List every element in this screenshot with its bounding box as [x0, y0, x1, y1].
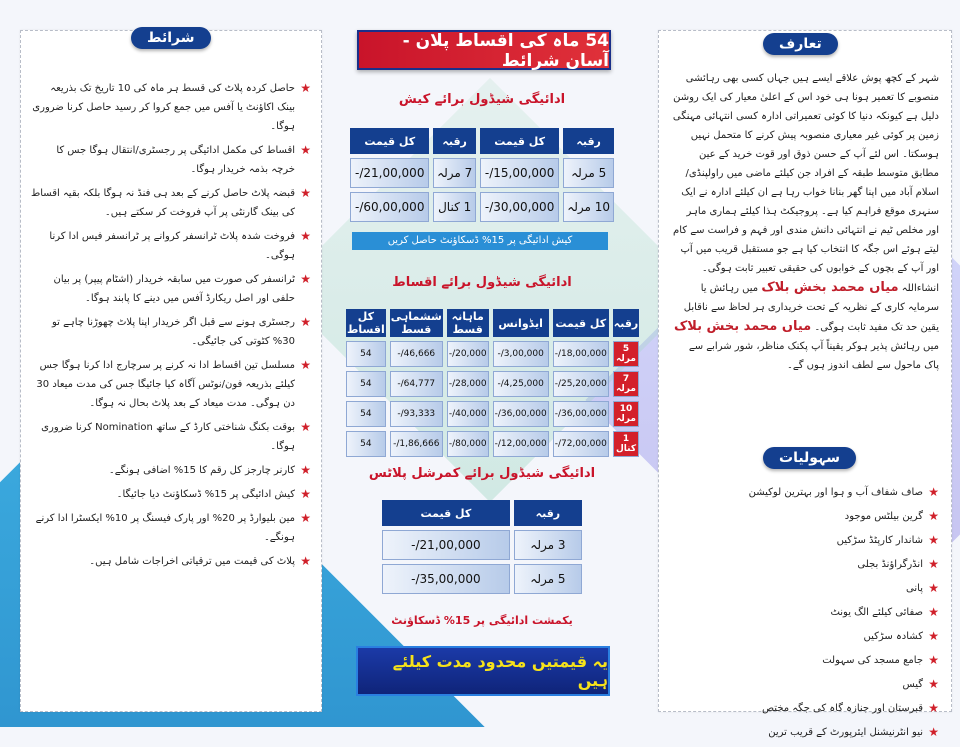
table-cell: 60,00,000/-: [350, 192, 429, 222]
star-icon: ★: [300, 463, 311, 477]
intro-title: تعارف: [763, 33, 838, 55]
star-icon: ★: [300, 358, 311, 372]
terms-item: [31, 184, 311, 222]
star-icon: ★: [300, 554, 311, 568]
features-item-text: گرین بیلٹس موجود: [844, 511, 923, 522]
star-icon: ★: [928, 677, 939, 691]
features-item: [671, 675, 939, 694]
table-cell: 30,00,000/-: [480, 192, 559, 222]
terms-item-text: مین بلیوارڈ پر 20% اور پارک فیسنگ پر 10% ایکسٹرا ادا کرنے ہونگے۔: [35, 513, 295, 543]
features-item-text: پانی: [906, 583, 923, 594]
cash-table: [346, 124, 618, 226]
terms-list: [31, 79, 311, 576]
table-cell: 93,333/-: [390, 401, 443, 427]
intro-text: [671, 69, 939, 375]
limited-offer-banner: یہ قیمتیں محدود مدت کیلئے ہیں: [356, 646, 610, 696]
table-cell: 25,20,000/-: [553, 371, 609, 397]
table-cell: 3 مرلہ: [514, 530, 582, 560]
star-icon: ★: [928, 605, 939, 619]
table-cell: 1,86,666/-: [390, 431, 443, 457]
table-cell: 1 کنال: [613, 431, 639, 457]
star-icon: ★: [300, 272, 311, 286]
plan-title: 54 ماہ کی اقساط پلان - آسان شرائط: [357, 30, 611, 70]
table-header: کل قیمت: [480, 128, 559, 154]
intro-paragraph-3: میں رہائش پذیر ہوکر یقیناً آپ پکنک مناظر، شور شرابے سے پاک ماحول سے لطف اندوز ہوں گے۔: [688, 341, 939, 371]
terms-item: [31, 461, 311, 480]
table-cell: 7 مرلہ: [433, 158, 475, 188]
terms-item-text: فروخت شدہ پلاٹ ٹرانسفر کروانے پر ٹرانسفر فیس ادا کرنا ہوگی۔: [49, 231, 295, 261]
installment-schedule-title: ادائیگی شیڈول برائے اقساط: [392, 275, 572, 290]
features-item: [671, 531, 939, 550]
table-header: کل قیمت: [553, 309, 609, 337]
commercial-table: [378, 496, 586, 598]
terms-item: [31, 141, 311, 179]
table-cell: 10 مرلہ: [563, 192, 614, 222]
table-cell: 54: [346, 371, 386, 397]
table-cell: 46,666/-: [390, 341, 443, 367]
table-cell: 12,00,000/-: [493, 431, 549, 457]
terms-item: [31, 79, 311, 136]
features-item: [671, 579, 939, 598]
terms-item-text: رجسٹری ہونے سے قبل اگر خریدار اپنا پلاٹ چھوڑنا چاہے تو 30% کٹوتی کی جائیگی۔: [51, 317, 295, 347]
features-item: [671, 483, 939, 502]
table-cell: 7 مرلہ: [613, 371, 639, 397]
table-header: کل اقساط: [347, 310, 385, 336]
table-cell: 28,000/-: [447, 371, 489, 397]
star-icon: ★: [928, 581, 939, 595]
terms-item-text: کیش ادائیگی پر 15% ڈسکاؤنٹ دیا جائیگا۔: [116, 489, 295, 500]
terms-panel: [20, 30, 322, 712]
star-icon: ★: [300, 186, 311, 200]
commercial-schedule-title: ادائیگی شیڈول برائے کمرشل پلاٹس: [368, 466, 596, 481]
table-cell: 5 مرلہ: [613, 341, 639, 367]
star-icon: ★: [928, 629, 939, 643]
features-item: [671, 603, 939, 622]
star-icon: ★: [300, 511, 311, 525]
table-header: ماہانہ قسط: [447, 309, 489, 337]
table-cell: 15,00,000/-: [480, 158, 559, 188]
star-icon: ★: [300, 81, 311, 95]
features-item-text: صفائی کیلئے الگ یونٹ: [830, 607, 923, 618]
terms-item-text: اقساط کی مکمل ادائیگی پر رجسٹری/انتقال ہوگا جس کا خرچہ بذمہ خریدار ہوگا۔: [56, 145, 295, 175]
star-icon: ★: [300, 487, 311, 501]
table-cell: 64,777/-: [390, 371, 443, 397]
intro-paragraph-1: شہر کے کچھ پوش علاقے ایسے ہیں جہاں کسی بھی رہائشی منصوبے کا تعمیر ہونا ہی خود اس کے اعلیٰ معیار کی ایک روشن دلیل ہے کیونکہ دنیا کا کوئی تعمیراتی ادارہ کسی انتہائی مہنگی زمین پر کوئی غیر معیاری منصوبہ پیش کرنے کا متحمل نہیں ہوسکتا۔ اس لئے آپ کے حسن ذوق اور قوت خرید کے عین مطابق متوسط طبقہ کے افراد جن کیلئے ماضی میں راولپنڈی/اسلام آباد میں اپنا گھر بنانا خواب رہا ہے ان کیلئے ادارہ نے ایک سنہری موقع فراہم کیا ہے۔ پروجیکٹ ہذا کیلئے ہماری ماہر اور مخلص ٹیم نے انتہائی دانش مندی اور فہم و فراست سے کام لیتے ہوئے اس جگہ کا انتخاب کیا ہے جو مستقبل قریب میں آپ اور آپ کے بچوں کے خوابوں کی حقیقی تعبیر ثابت ہوگی۔ انشاءاللہ: [672, 73, 939, 294]
features-item-text: جامع مسجد کی سہولت: [822, 655, 923, 666]
features-item-text: گیس: [902, 679, 923, 690]
star-icon: ★: [300, 315, 311, 329]
table-header: رقبہ: [563, 128, 614, 154]
terms-item-text: مسلسل تین اقساط ادا نہ کرنے پر سرچارج ادا کرنا ہوگا جس کیلئے بذریعہ فون/نوٹس آگاہ کیا جائیگا جس کی مدت میعاد 30 دن ہوگی۔ مدت میعاد کے بعد پلاٹ بحال نہ ہوگا۔: [36, 360, 295, 409]
star-icon: ★: [300, 229, 311, 243]
installment-table: [342, 305, 643, 461]
terms-item-text: بوقت بکنگ شناختی کارڈ کے ساتھ Nomination کرنا ضروری ہوگا۔: [41, 422, 295, 452]
table-cell: 72,00,000/-: [553, 431, 609, 457]
terms-item-text: کارنر چارجز کل رقم کا 15% اضافی ہونگے۔: [108, 465, 295, 476]
table-header: کل قیمت: [350, 128, 429, 154]
table-cell: 40,000/-: [447, 401, 489, 427]
table-cell: 1 کنال: [433, 192, 475, 222]
star-icon: ★: [928, 557, 939, 571]
table-row: [382, 564, 582, 594]
table-cell: 20,000/-: [447, 341, 489, 367]
features-item-text: شاندار کارپٹڈ سڑکیں: [836, 535, 923, 546]
terms-item: [31, 509, 311, 547]
star-icon: ★: [928, 509, 939, 523]
table-header: ششماہی قسط: [390, 310, 442, 336]
table-row: [346, 431, 639, 457]
terms-item: [31, 270, 311, 308]
features-item-text: نیو انٹرنیشنل ایئرپورٹ کے قریب ترین: [768, 727, 923, 738]
terms-item-text: ٹرانسفر کی صورت میں سابقہ خریدار (اشٹام پیپر) پر بیان حلفی اور اصل ریکارڈ آفس میں دینے کا پابند ہوگا۔: [53, 274, 295, 304]
block-name-highlight-1: میاں محمد بخش بلاک: [761, 280, 899, 295]
table-cell: 54: [346, 341, 386, 367]
features-item-text: کشادہ سڑکیں: [863, 631, 923, 642]
table-header: کل قیمت: [382, 500, 510, 526]
table-cell: 80,000/-: [447, 431, 489, 457]
terms-item: [31, 552, 311, 571]
star-icon: ★: [928, 533, 939, 547]
table-header: رقبہ: [514, 500, 582, 526]
table-cell: 21,00,000/-: [350, 158, 429, 188]
table-row: [346, 341, 639, 367]
table-cell: 36,00,000/-: [493, 401, 549, 427]
terms-item-text: قبضہ پلاٹ حاصل کرنے کے بعد ہی فنڈ نہ ہوگا بلکہ بقیہ اقساط کی بینک گارنٹی پر آپ فروخت کر سکتے ہیں۔: [30, 188, 295, 218]
intro-panel: [658, 30, 952, 739]
table-row: [350, 192, 614, 222]
table-row: [382, 530, 582, 560]
star-icon: ★: [300, 420, 311, 434]
table-cell: 35,00,000/-: [382, 564, 510, 594]
features-item: [671, 507, 939, 526]
terms-item: [31, 418, 311, 456]
terms-item-text: پلاٹ کی قیمت میں ترقیاتی اخراجات شامل ہیں۔: [89, 556, 295, 567]
table-cell: 10 مرلہ: [613, 401, 639, 427]
block-name-highlight-2: میاں محمد بخش بلاک: [673, 319, 812, 334]
table-row: [346, 371, 639, 397]
features-item: [671, 627, 939, 646]
star-icon: ★: [928, 485, 939, 499]
star-icon: ★: [928, 725, 939, 739]
features-item-text: صاف شفاف آب و ہوا اور بہترین لوکیشن: [748, 487, 923, 498]
terms-item: [31, 485, 311, 504]
features-list: [671, 483, 939, 747]
cash-schedule-title: ادائیگی شیڈول برائے کیش: [398, 92, 566, 107]
table-cell: 4,25,000/-: [493, 371, 549, 397]
table-row: [350, 158, 614, 188]
features-item-text: انڈرگراؤنڈ بجلی: [857, 559, 923, 570]
table-cell: 21,00,000/-: [382, 530, 510, 560]
star-icon: ★: [300, 143, 311, 157]
intro-paragraph-2: میں رہائش یا سرمایہ کاری کے نظریہ کے تحت خریداری ہر لحاظ سے ناقابل یقین حد تک مفید ثابت ہوگی۔: [683, 283, 939, 333]
features-item-text: قبرستان اور جنازہ گاہ کی جگہ مختص: [762, 703, 923, 714]
commercial-discount-note: یکمشت ادائیگی پر 15% ڈسکاؤنٹ: [391, 614, 573, 627]
table-cell: 54: [346, 401, 386, 427]
features-item: [671, 651, 939, 670]
features-item: [671, 699, 939, 718]
features-item: [671, 723, 939, 742]
table-header: ایڈوانس: [493, 309, 549, 337]
table-cell: 5 مرلہ: [563, 158, 614, 188]
table-cell: 3,00,000/-: [493, 341, 549, 367]
star-icon: ★: [928, 701, 939, 715]
table-header: رقبہ: [433, 128, 475, 154]
features-title: سہولیات: [763, 447, 856, 469]
features-item: [671, 555, 939, 574]
terms-title: شرائط: [131, 27, 211, 49]
table-cell: 5 مرلہ: [514, 564, 582, 594]
table-header: رقبہ: [613, 309, 639, 337]
terms-item: [31, 227, 311, 265]
terms-item-text: حاصل کردہ پلاٹ کی قسط ہر ماہ کی 10 تاریخ تک بذریعہ بینک اکاؤنٹ یا آفس میں جمع کروا کر رسید حاصل کرنا ضروری ہوگا۔: [32, 83, 295, 132]
terms-item: [31, 356, 311, 413]
star-icon: ★: [928, 653, 939, 667]
table-row: [346, 401, 639, 427]
table-cell: 54: [346, 431, 386, 457]
table-cell: 36,00,000/-: [553, 401, 609, 427]
table-cell: 18,00,000/-: [553, 341, 609, 367]
terms-item: [31, 313, 311, 351]
cash-discount-note: کیش ادائیگی پر 15% ڈسکاؤنٹ حاصل کریں: [352, 232, 608, 250]
